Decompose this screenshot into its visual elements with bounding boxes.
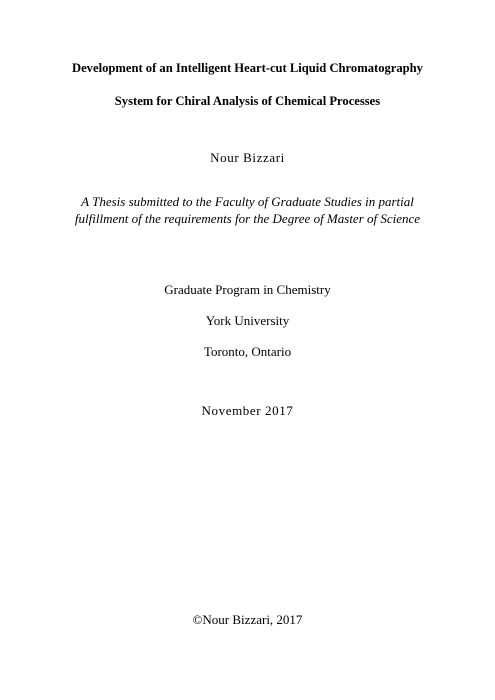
university-location: Toronto, Ontario (203, 344, 292, 359)
title-line-2: System for Chiral Analysis of Chemical Processes (114, 94, 381, 108)
author-name: Nour Bizzari (210, 150, 285, 165)
copyright-notice: ©Nour Bizzari, 2017 (192, 612, 303, 627)
submission-statement-line-2: fulfillment of the requirements for the Degree of Master of Science (74, 211, 421, 226)
title-line-1: Development of an Intelligent Heart-cut Liquid Chromatography (72, 61, 423, 75)
university-name: York University (205, 313, 290, 328)
submission-date: November 2017 (201, 403, 294, 418)
submission-statement-line-1: A Thesis submitted to the Faculty of Graduate Studies in partial (81, 194, 414, 209)
graduate-program: Graduate Program in Chemistry (164, 282, 331, 297)
